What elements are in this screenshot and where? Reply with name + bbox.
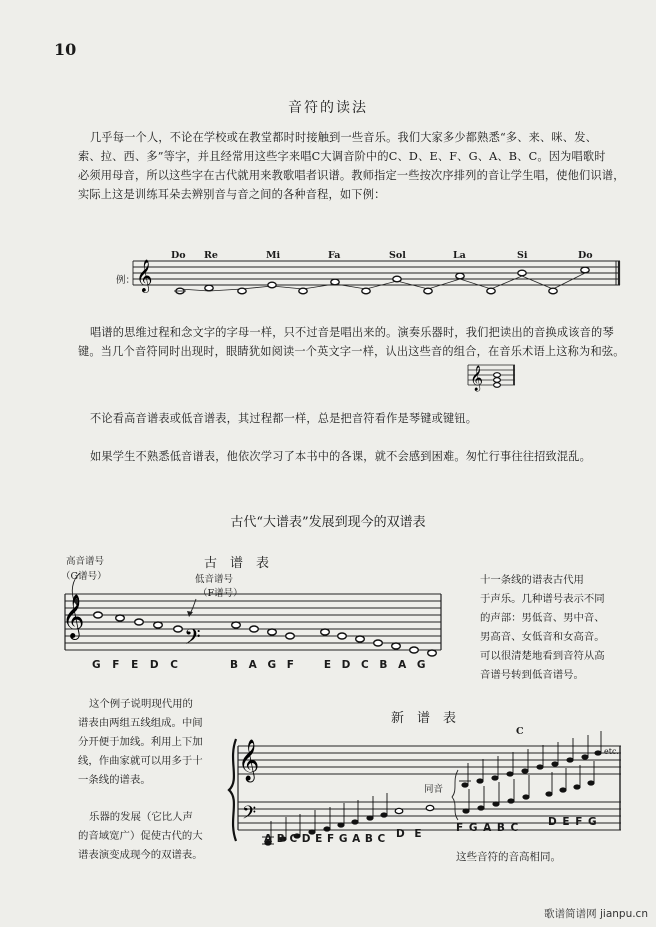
right-text-line-1: 十一条线的谱表古代用	[480, 574, 584, 586]
left-text2-line-3: 谱表演变成现今的双谱表。	[78, 849, 203, 861]
left-text-line-2: 谱表由两组五线组成。中间	[78, 717, 203, 729]
solfege-do: Do	[171, 250, 186, 261]
treble-clef-icon: 𝄞	[136, 259, 153, 292]
left-text-line-4: 线，作曲家就可以用多于十	[78, 755, 203, 767]
right-text-line-6: 音谱号转到低音谱号。	[480, 669, 584, 681]
caption-same-pitch: 这些音符的音高相同。	[456, 851, 561, 863]
solfege-do-high: Do	[578, 250, 593, 261]
paragraph-intro-line-1: 几乎每一个人，不论在学校或在教堂都时时接触到一些音乐。我们大家多少都熟悉“多、来、咪、发、	[90, 131, 597, 144]
left-text-line-1: 这个例子说明现代用的	[89, 698, 193, 710]
solfege-sol: Sol	[389, 250, 406, 261]
treble-clef-sublabel: （G谱号）	[61, 571, 107, 582]
left-text-line-3: 分开便于加线。利用上下加	[78, 736, 203, 748]
treble-clef-new-icon: 𝄞	[238, 740, 260, 781]
same-pitch-label: 同音	[424, 784, 444, 795]
right-text-line-5: 可以很清楚地看到音符从高	[480, 650, 605, 662]
left-text-line-5: 一条线的谱表。	[78, 774, 151, 786]
solfege-re: Re	[204, 250, 218, 261]
ancient-letters-bass: B A G F E D C B A G	[230, 659, 427, 671]
bass-clef-ancient-icon: 𝄢	[184, 625, 201, 655]
new-letters-bass: A B C D E F G A B C	[264, 833, 387, 845]
treble-clef-ancient-icon: 𝄞	[62, 594, 85, 638]
paragraph-intro-line-3: 必须用母音，所以这些字在古代就用来教歌唱者识谱。教师指定一些按次序排列的音让学生唱，使他们识谱，	[78, 169, 625, 182]
solfege-fa: Fa	[328, 250, 341, 261]
middle-c-label: C	[516, 726, 524, 737]
new-staff-title: 新 谱 表	[391, 711, 457, 726]
paragraph-reading-line-2: 键。当几个音符同时出现时，眼睛犹如阅读一个英文字一样，认出这些音的组合，在音乐术语上这称为和弦。	[78, 345, 625, 358]
solfege-si: Si	[517, 250, 528, 261]
right-text-line-2: 于声乐。几种谱号表示不同	[480, 593, 605, 605]
new-letters-high: D E F G	[548, 816, 598, 828]
paragraph-intro-line-4: 实际上这是训练耳朵去辨别音与音之间的各种音程，如下例：	[78, 188, 386, 201]
treble-clef-label: 高音谱号	[66, 556, 105, 567]
paragraph-reading-line-1: 唱谱的思维过程和念文字的字母一样，只不过音是唱出来的。演奏乐器时，我们把读出的音换成该音的琴	[90, 326, 614, 339]
paragraph-bass-clef: 如果学生不熟悉低音谱表，他依次学习了本书中的各课，就不会感到困难。匆忙行事往往招致混乱。	[90, 450, 592, 463]
left-text2-line-2: 的音域宽广）促使古代的大	[78, 830, 203, 842]
section-title-grand-staff: 古代“大谱表”发展到现今的双谱表	[230, 515, 426, 530]
bass-clef-label: 低音谱号	[195, 574, 234, 585]
right-text-line-3: 的声部：男低音、男中音、	[480, 612, 605, 624]
new-letters-mid: F G A B C	[456, 822, 520, 834]
left-text2-line-1: 乐器的发展（它比人声	[89, 811, 193, 823]
bass-clef-sublabel: （F谱号）	[198, 588, 243, 599]
ancient-letters-treble: G F E D C	[92, 659, 180, 671]
bass-clef-new-icon: 𝄢	[242, 803, 257, 828]
solfege-la: La	[453, 250, 466, 261]
ancient-staff-title: 古 谱 表	[204, 556, 270, 571]
watermark: 歌谱简谱网 jianpu.cn	[544, 908, 648, 920]
treble-clef-small-icon: 𝄞	[470, 366, 484, 391]
solfege-mi: Mi	[266, 250, 281, 261]
section-title-note-reading: 音符的读法	[288, 100, 368, 116]
right-text-line-4: 男高音、女低音和女高音。	[480, 631, 605, 643]
new-letters-gap: D E	[396, 828, 423, 840]
page-number: 10	[54, 40, 77, 59]
example-label: 例：	[116, 275, 136, 286]
etc-label: etc.	[604, 747, 619, 756]
paragraph-intro-line-2: 索、拉、西、多”等字，并且经常用这些字来唱C大调音阶中的C、D、E、F、G、A、B、C。因为唱歌时	[78, 150, 606, 163]
paragraph-clefs: 不论看高音谱表或低音谱表，其过程都一样，总是把音符看作是琴键或键钮。	[90, 412, 478, 425]
treble-notes-icon	[461, 750, 601, 787]
